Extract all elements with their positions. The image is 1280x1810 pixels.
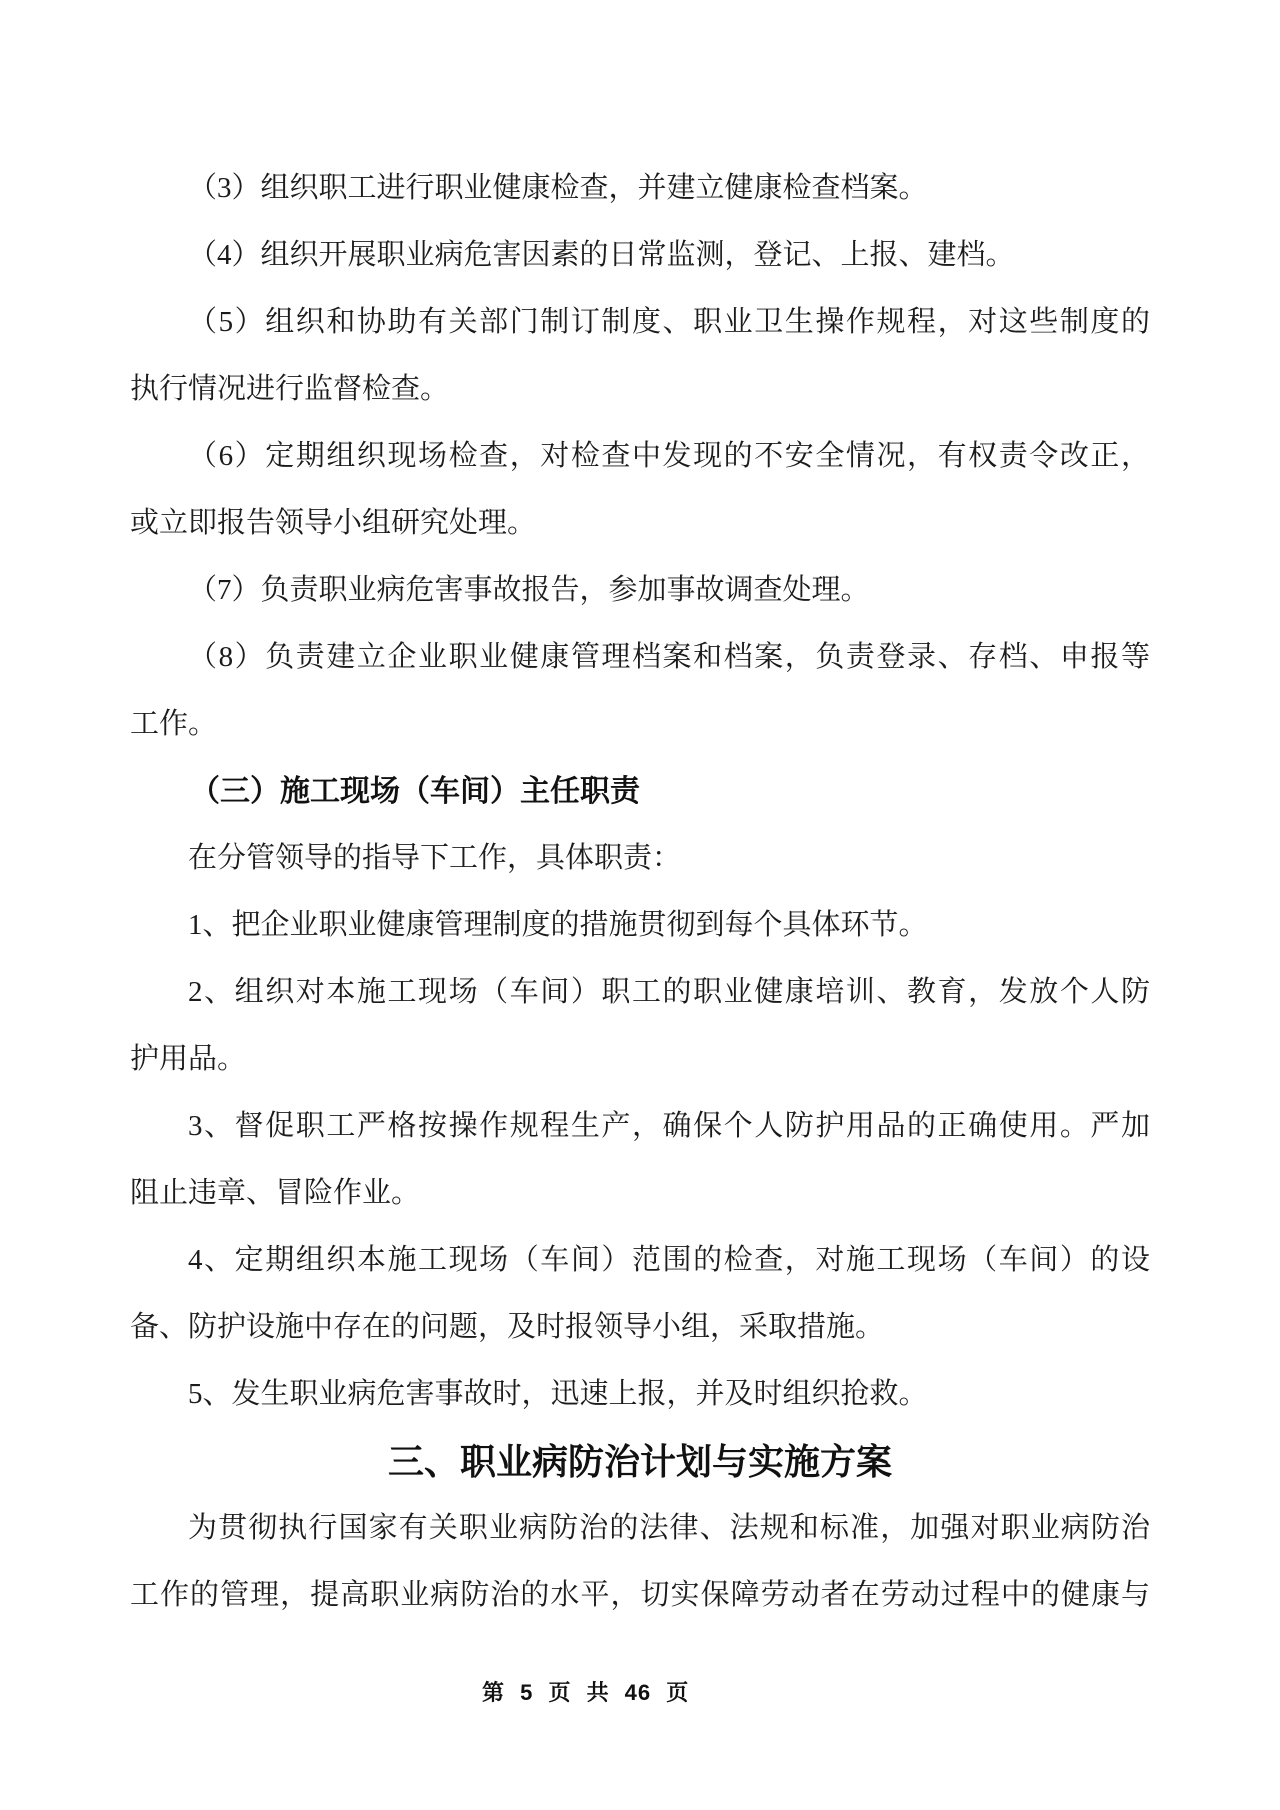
- document-body: [130, 155, 1150, 1629]
- text-line: 备、防护设施中存在的问题，及时报领导小组，采取措施。: [130, 1311, 885, 1343]
- text-line: （8）负责建立企业职业健康管理档案和档案，负责登录、存档、申报等: [188, 641, 1150, 673]
- section-heading: （三）施工现场（车间）主任职责: [190, 775, 640, 808]
- text-line: 工作。: [130, 708, 218, 740]
- text-line: 5、发生职业病危害事故时，迅速上报，并及时组织抢救。: [188, 1378, 928, 1410]
- text-line: （7）负责职业病危害事故报告，参加事故调查处理。: [188, 574, 870, 606]
- text-line: 或立即报告领导小组研究处理。: [130, 507, 537, 539]
- text-line: 3、督促职工严格按操作规程生产，确保个人防护用品的正确使用。严加: [188, 1110, 1150, 1142]
- page-footer: 第 5 页 共 46 页: [482, 1680, 690, 1705]
- chapter-heading: 三、职业病防治计划与实施方案: [387, 1441, 892, 1482]
- text-line: 护用品。: [130, 1043, 247, 1075]
- text-line: 4、定期组织本施工现场（车间）范围的检查，对施工现场（车间）的设: [188, 1244, 1150, 1276]
- text-line: （4）组织开展职业病危害因素的日常监测，登记、上报、建档。: [188, 239, 1015, 271]
- text-line: （5）组织和协助有关部门制订制度、职业卫生操作规程，对这些制度的: [188, 306, 1150, 338]
- text-line: 阻止违章、冒险作业。: [130, 1177, 421, 1209]
- text-line: 为贯彻执行国家有关职业病防治的法律、法规和标准，加强对职业病防治: [188, 1512, 1150, 1544]
- text-line: 1、把企业职业健康管理制度的措施贯彻到每个具体环节。: [188, 909, 928, 941]
- text-line: 2、组织对本施工现场（车间）职工的职业健康培训、教育，发放个人防: [188, 976, 1150, 1008]
- text-line: （3）组织职工进行职业健康检查，并建立健康检查档案。: [188, 172, 928, 204]
- text-line: （6）定期组织现场检查，对检查中发现的不安全情况，有权责令改正，: [188, 440, 1150, 472]
- text-line: 在分管领导的指导下工作，具体职责：: [188, 842, 682, 874]
- text-line: 工作的管理，提高职业病防治的水平，切实保障劳动者在劳动过程中的健康与: [130, 1579, 1150, 1611]
- text-line: 执行情况进行监督检查。: [130, 373, 450, 405]
